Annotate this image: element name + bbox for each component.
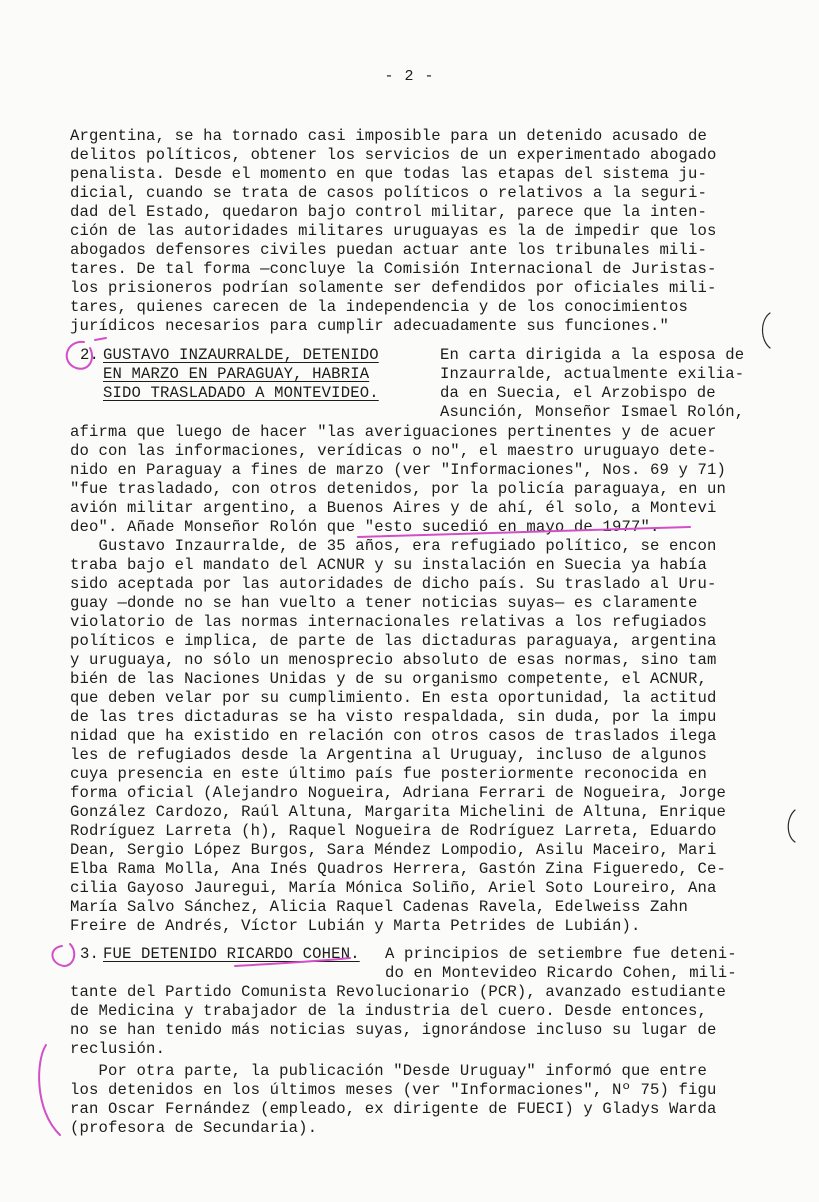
- text-line: no se han tenido más noticias suyas, ignorándose incluso su lugar de: [70, 1021, 717, 1039]
- text-line: Freire de Andrés, Víctor Lubián y Marta Petrides de Lubián).: [70, 917, 641, 935]
- text-line: A principios de setiembre fue deteni-: [385, 945, 737, 963]
- tick-mark: [95, 338, 106, 340]
- text-line: da en Suecia, el Arzobispo de: [440, 384, 716, 402]
- text-line: les de refugiados desde la Argentina al Uruguay, incluso de algunos: [70, 746, 708, 764]
- text-line: María Salvo Sánchez, Alicia Raquel Cadenas Ravela, Edelweiss Zahn: [70, 898, 689, 916]
- text-line: ran Oscar Fernández (empleado, ex dirigente de FUECI) y Gladys Warda: [70, 1100, 717, 1118]
- section-number: 3.: [80, 945, 100, 963]
- text-line: Dean, Sergio López Burgos, Sara Méndez Lompodio, Asilu Maceiro, Mari: [70, 841, 717, 859]
- text-line: violatorio de las normas internacionales relativas a los refugiados: [70, 613, 708, 631]
- text-line: Rodríguez Larreta (h), Raquel Nogueira de Rodríguez Larreta, Eduardo: [70, 822, 717, 840]
- text-line: En carta dirigida a la esposa de: [440, 346, 745, 364]
- text-line: los prisioneros podrían solamente ser defendidos por oficiales mili-: [70, 279, 717, 297]
- text-line: tares, quienes carecen de la independencia y de los conocimientos: [70, 298, 689, 316]
- text-line: penalista. Desde el momento en que todas las etapas del sistema ju-: [70, 165, 708, 183]
- text-line: de Medicina y trabajador de la industria del cuero. Desde entonces,: [70, 1002, 708, 1020]
- text-line: abogados defensores civiles puedan actuar ante los tribunales mili-: [70, 241, 708, 259]
- text-line: guay —donde no se han vuelto a tener noticias suyas— es claramente: [70, 594, 698, 612]
- text-line: dicial, cuando se trata de casos políticos o relativos a la seguri-: [70, 184, 708, 202]
- section-heading-line: SIDO TRASLADADO A MONTEVIDEO.: [103, 384, 379, 402]
- text-line: políticos e implica, de parte de las dictaduras paraguaya, argentina: [70, 632, 717, 650]
- text-line: cilia Gayoso Jauregui, María Mónica Soliño, Ariel Soto Loureiro, Ana: [70, 879, 717, 897]
- text-line: sido aceptada por las autoridades de dicho país. Su traslado al Uru-: [70, 575, 717, 593]
- text-line: (profesora de Secundaria).: [70, 1119, 318, 1137]
- section-heading: FUE DETENIDO RICARDO COHEN.: [103, 945, 360, 963]
- text-line: que deben velar por su cumplimiento. En esta oportunidad, la actitud: [70, 689, 717, 707]
- text-line: forma oficial (Alejandro Nogueira, Adriana Ferrari de Nogueira, Jorge: [70, 784, 727, 802]
- text-line: y uruguaya, no sólo un menosprecio absoluto de esas normas, sino tam: [70, 651, 717, 669]
- page-number: - 2 -: [384, 68, 435, 85]
- text-line: tares. De tal forma —concluye la Comisión Internacional de Juristas-: [70, 260, 717, 278]
- text-line: Argentina, se ha tornado casi imposible para un detenido acusado de: [70, 127, 708, 145]
- text-line: González Cardozo, Raúl Altuna, Margarita Michelini de Altuna, Enrique: [70, 803, 727, 821]
- margin-bracket-mark: [788, 810, 795, 842]
- text-line: reclusión.: [70, 1040, 166, 1058]
- text-line: deo". Añade Monseñor Rolón que "esto sucedió en mayo de 1977".: [70, 518, 660, 536]
- section-heading-line: GUSTAVO INZAURRALDE, DETENIDO: [103, 346, 379, 364]
- text-line: bién de las Naciones Unidas y de su organismo competente, el ACNUR,: [70, 670, 708, 688]
- circle-mark: [52, 944, 74, 966]
- margin-bracket-mark: [39, 1045, 60, 1135]
- text-line: cuya presencia en este último país fue posteriormente reconocida en: [70, 765, 708, 783]
- text-line: delitos políticos, obtener los servicios de un experimentado abogado: [70, 146, 717, 164]
- text-line: avión militar argentino, a Buenos Aires y de ahí, él solo, a Montevi: [70, 499, 717, 517]
- section-number: 2.: [80, 346, 100, 364]
- text-line: de las tres dictaduras se ha visto respaldada, sin duda, por la impu: [70, 708, 717, 726]
- section-heading-line: EN MARZO EN PARAGUAY, HABRIA: [103, 365, 370, 383]
- text-line: traba bajo el mandato del ACNUR y su instalación en Suecia ya había: [70, 556, 708, 574]
- margin-bracket-mark: [763, 313, 771, 348]
- text-line: afirma que luego de hacer "las averiguaciones pertinentes y de acuer: [70, 423, 717, 441]
- text-line: "fue trasladado, con otros detenidos, por la policía paraguaya, en un: [70, 480, 727, 498]
- text-line: Elba Rama Molla, Ana Inés Quadros Herrera, Gastón Zina Figueredo, Ce-: [70, 860, 727, 878]
- text-line: jurídicos necesarios para cumplir adecuadamente sus funciones.": [70, 317, 669, 335]
- text-line: Asunción, Monseñor Ismael Rolón,: [440, 403, 745, 421]
- text-line: tante del Partido Comunista Revolucionario (PCR), avanzado estudiante: [70, 983, 727, 1001]
- text-line: nidad que ha existido en relación con otros casos de traslados ilega: [70, 727, 717, 745]
- text-line: do en Montevideo Ricardo Cohen, mili-: [385, 964, 737, 982]
- text-line: do con las informaciones, verídicas o no", el maestro uruguayo dete-: [70, 442, 717, 460]
- text-line: dad del Estado, quedaron bajo control militar, parece que la inten-: [70, 203, 708, 221]
- text-line: Inzaurralde, actualmente exilia-: [440, 365, 745, 383]
- text-line: Gustavo Inzaurralde, de 35 años, era refugiado político, se encon: [70, 537, 717, 555]
- text-line: nido en Paraguay a fines de marzo (ver "Informaciones", Nos. 69 y 71): [70, 461, 727, 479]
- text-line: los detenidos en los últimos meses (ver "Informaciones", Nº 75) figu: [70, 1081, 717, 1099]
- text-line: ción de las autoridades militares uruguayas es la de impedir que los: [70, 222, 717, 240]
- text-line: Por otra parte, la publicación "Desde Uruguay" informó que entre: [70, 1062, 708, 1080]
